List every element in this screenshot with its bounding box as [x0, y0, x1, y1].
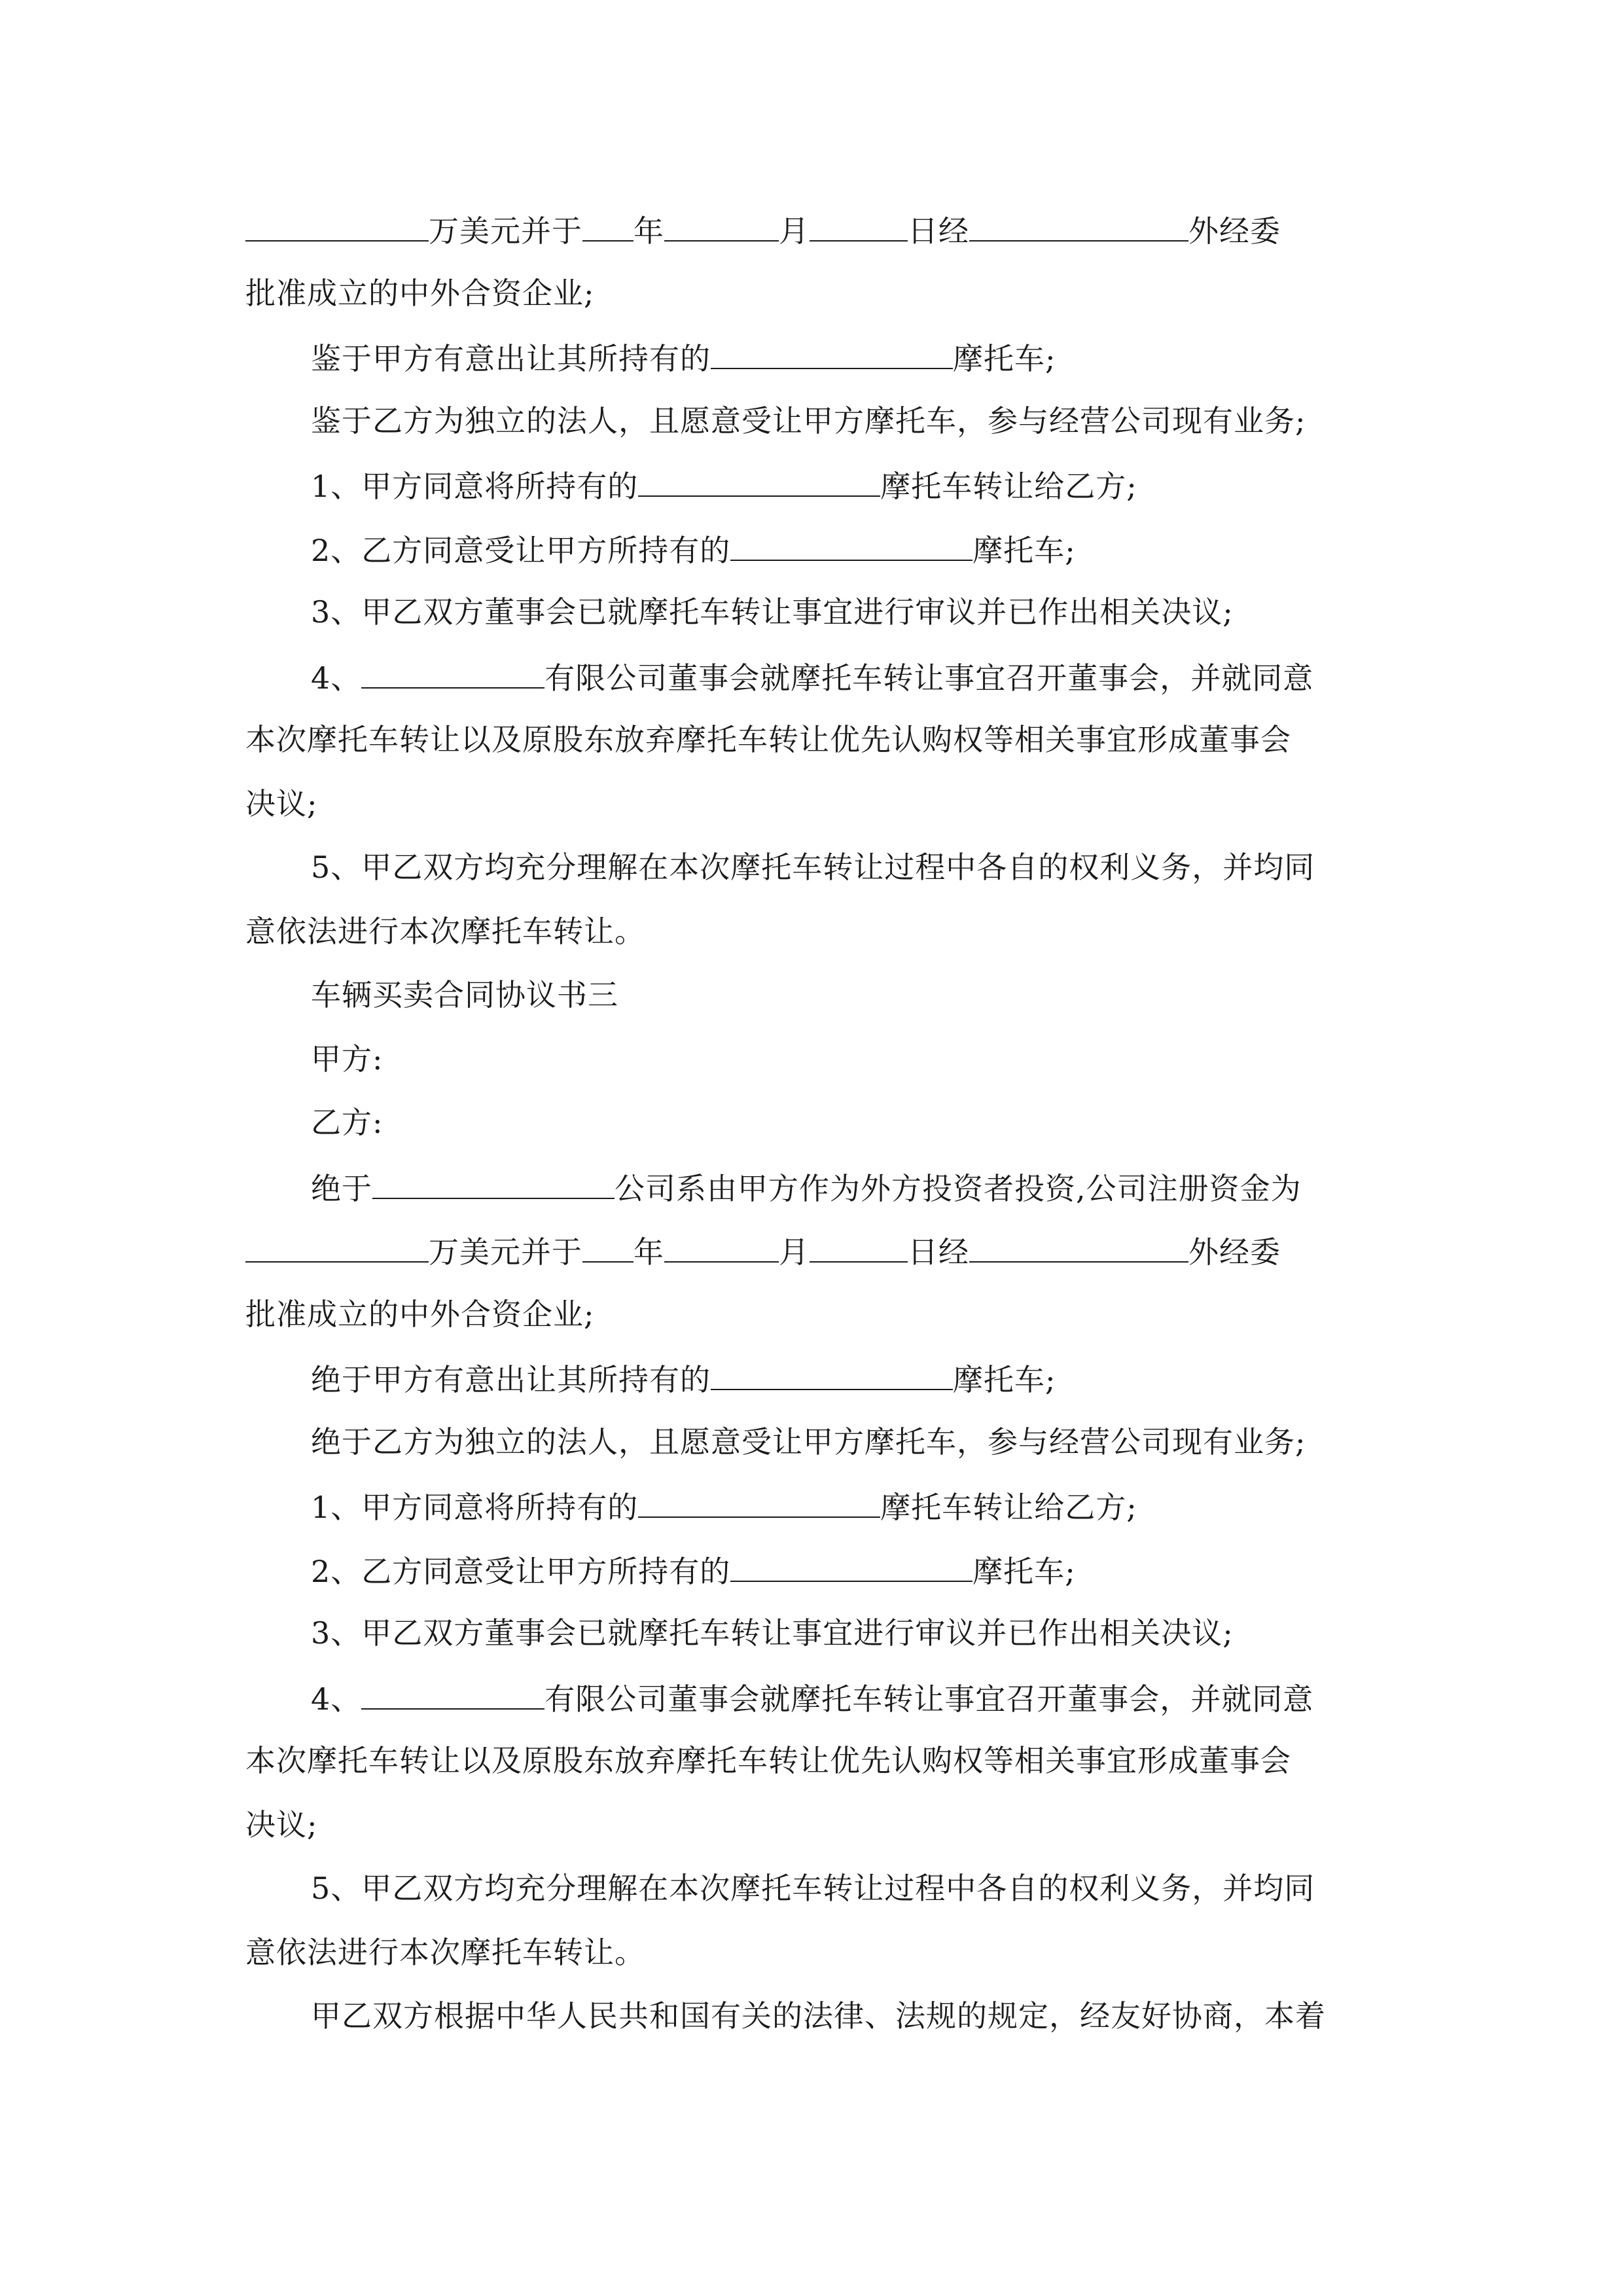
line-segment: 年 — [633, 1234, 664, 1270]
fill-blank — [969, 1227, 1188, 1263]
text-line: 5、甲乙双方均充分理解在本次摩托车转让过程中各自的权利义务，并均同 — [311, 1871, 1315, 1906]
line-segment: 有限公司董事会就摩托车转让事宜召开董事会，并就同意 — [544, 660, 1314, 696]
text-line: 5、甲乙双方均充分理解在本次摩托车转让过程中各自的权利义务，并均同 — [311, 850, 1315, 885]
line-segment: 鉴于甲方有意出让其所持有的 — [311, 341, 711, 376]
text-line — [245, 206, 1378, 252]
line-segment: 摩托车; — [953, 341, 1056, 376]
line-segment: 万美元并于 — [429, 1234, 582, 1270]
line-segment: 外经委 — [1188, 1234, 1281, 1270]
text-line — [311, 526, 1378, 571]
party-label: 乙方: — [311, 1105, 383, 1140]
line-segment: 摩托车; — [972, 1554, 1076, 1589]
text-line — [311, 653, 1378, 699]
text-line — [311, 1674, 1378, 1720]
fill-blank — [582, 1227, 633, 1263]
fill-blank — [730, 1547, 972, 1582]
fill-blank — [582, 206, 633, 242]
section-heading: 车辆买卖合同协议书三 — [311, 977, 618, 1013]
fill-blank — [372, 1164, 615, 1199]
text-line: 意依法进行本次摩托车转让。 — [245, 1935, 645, 1970]
line-segment: 万美元并于 — [429, 213, 582, 249]
fill-blank — [711, 1355, 953, 1390]
text-line: 意依法进行本次摩托车转让。 — [245, 914, 645, 949]
text-line — [311, 1164, 1378, 1210]
text-line: 决议; — [245, 786, 318, 821]
fill-blank — [638, 1482, 880, 1518]
text-line: 甲乙双方根据中华人民共和国有关的法律、法规的规定，经友好协商，本着 — [311, 1998, 1326, 2034]
text-line — [245, 1227, 1378, 1273]
text-line: 3、甲乙双方董事会已就摩托车转让事宜进行审议并已作出相关决议; — [311, 1615, 1234, 1651]
text-line: 批准成立的中外合资企业; — [245, 1297, 595, 1332]
line-segment: 摩托车转让给乙方; — [880, 1490, 1137, 1525]
line-segment: 日经 — [908, 1234, 969, 1270]
line-segment: 1、甲方同意将所持有的 — [311, 1490, 639, 1525]
fill-blank — [810, 1227, 908, 1263]
text-line: 绝于乙方为独立的法人，且愿意受让甲方摩托车，参与经营公司现有业务; — [311, 1424, 1306, 1460]
text-line: 批准成立的中外合资企业; — [245, 276, 595, 311]
line-segment: 2、乙方同意受让甲方所持有的 — [311, 1554, 731, 1589]
text-line — [311, 1355, 1378, 1401]
line-segment: 公司系由甲方作为外方投资者投资,公司注册资金为 — [615, 1171, 1302, 1206]
line-segment: 绝于 — [311, 1171, 372, 1206]
line-segment: 摩托车; — [953, 1362, 1056, 1397]
fill-blank — [638, 461, 880, 497]
text-line: 鉴于乙方为独立的法人，且愿意受让甲方摩托车，参与经营公司现有业务; — [311, 403, 1306, 439]
fill-blank — [361, 653, 544, 689]
text-line: 本次摩托车转让以及原股东放弃摩托车转让优先认购权等相关事宜形成董事会 — [245, 722, 1291, 757]
text-line: 决议; — [245, 1807, 318, 1842]
line-segment: 4、 — [311, 1681, 362, 1717]
fill-blank — [969, 206, 1188, 242]
fill-blank — [245, 1227, 429, 1263]
party-label: 甲方: — [311, 1041, 383, 1077]
fill-blank — [664, 1227, 779, 1263]
line-segment: 1、甲方同意将所持有的 — [311, 469, 639, 504]
text-line — [311, 334, 1378, 380]
line-segment: 2、乙方同意受让甲方所持有的 — [311, 533, 731, 568]
line-segment: 外经委 — [1188, 213, 1281, 249]
text-line: 本次摩托车转让以及原股东放弃摩托车转让优先认购权等相关事宜形成董事会 — [245, 1743, 1291, 1778]
line-segment: 月 — [779, 1234, 810, 1270]
line-segment: 日经 — [908, 213, 969, 249]
fill-blank — [810, 206, 908, 242]
fill-blank — [664, 206, 779, 242]
text-line: 3、甲乙双方董事会已就摩托车转让事宜进行审议并已作出相关决议; — [311, 594, 1234, 630]
text-line — [311, 1482, 1378, 1528]
line-segment: 月 — [779, 213, 810, 249]
fill-blank — [361, 1674, 544, 1710]
fill-blank — [245, 206, 429, 242]
line-segment: 4、 — [311, 660, 362, 696]
line-segment: 摩托车转让给乙方; — [880, 469, 1137, 504]
text-line — [311, 1547, 1378, 1592]
line-segment: 年 — [633, 213, 664, 249]
fill-blank — [711, 334, 953, 369]
text-line — [311, 461, 1378, 507]
fill-blank — [730, 526, 972, 561]
line-segment: 绝于甲方有意出让其所持有的 — [311, 1362, 711, 1397]
line-segment: 有限公司董事会就摩托车转让事宜召开董事会，并就同意 — [544, 1681, 1314, 1717]
line-segment: 摩托车; — [972, 533, 1076, 568]
